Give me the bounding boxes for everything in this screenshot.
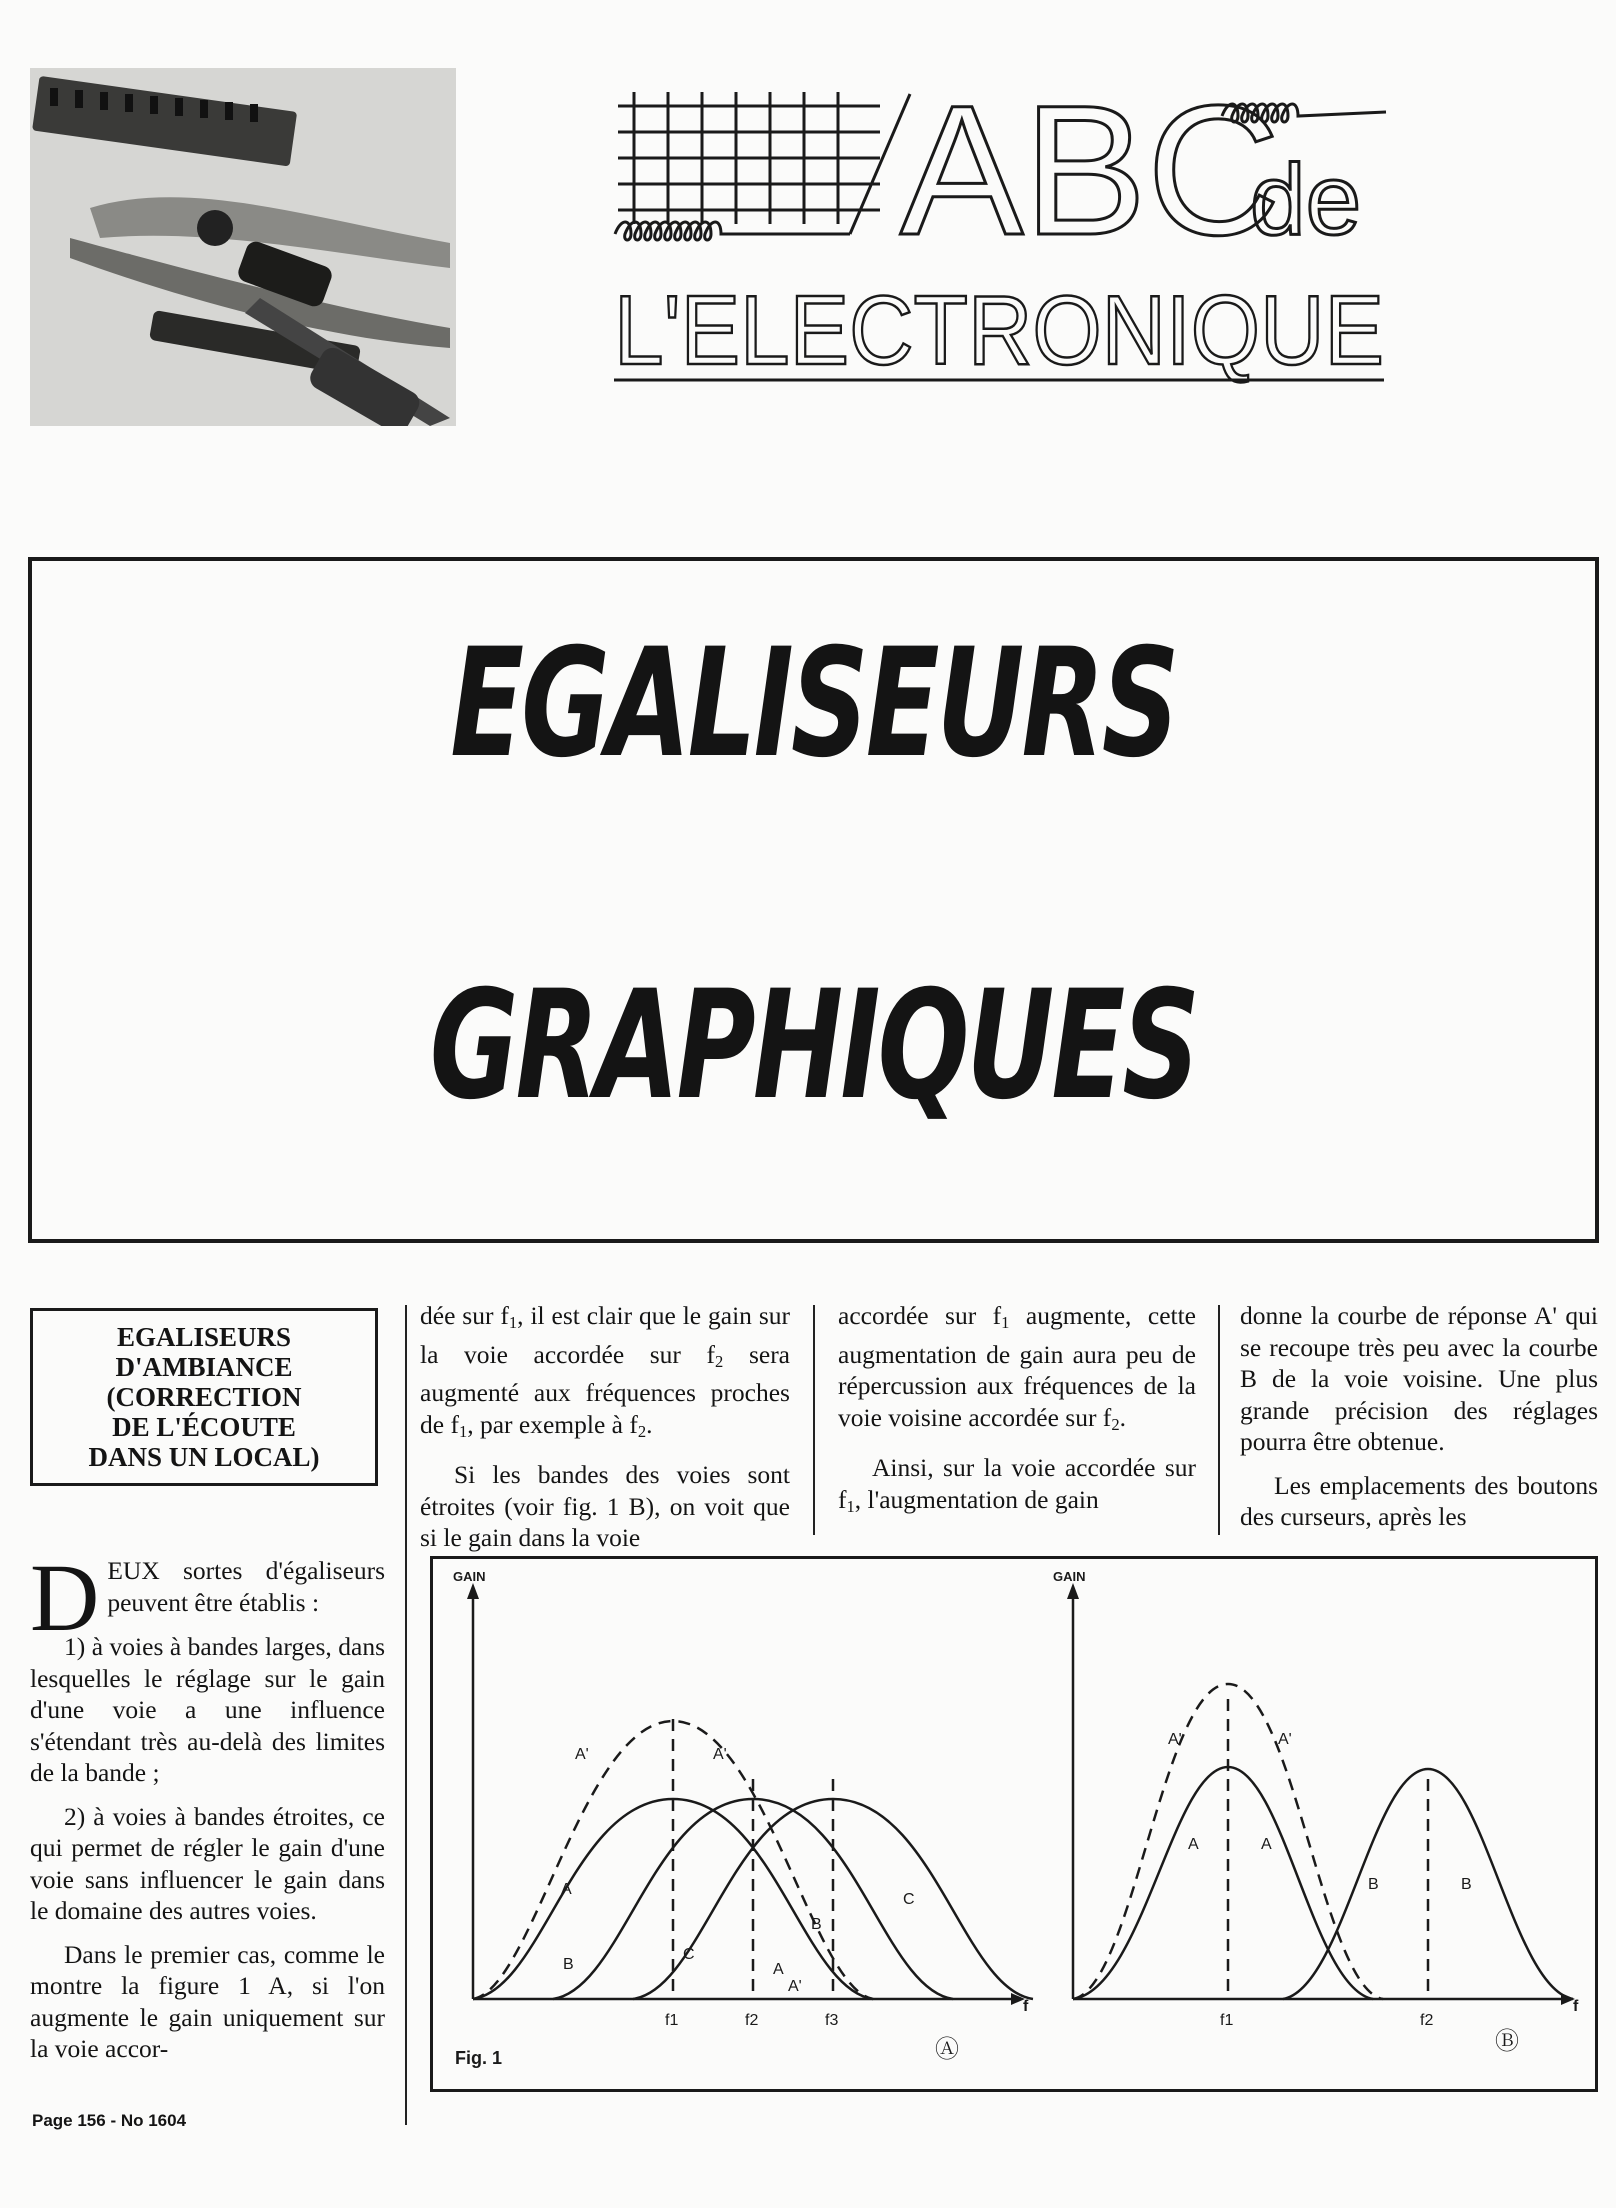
subscript: 2 [715, 1351, 724, 1371]
paragraph-intro: EUX sortes d'égaliseurs peuvent être établis : [107, 1556, 385, 1617]
text-run: accordée sur f [838, 1301, 1002, 1330]
subscript: 2 [637, 1421, 647, 1441]
abc-electronique-logo [610, 84, 1390, 384]
title-line-2: GRAPHIQUES [429, 959, 1198, 1133]
panel-a-label: C [903, 1891, 915, 1908]
panel-a-label: B [811, 1916, 822, 1933]
panel-a-label: A' [788, 1978, 802, 1995]
panel-a-tick-f1: f1 [665, 2012, 679, 2029]
panel-a-label: C [683, 1946, 695, 1963]
logo-de: de [1250, 144, 1362, 256]
panel-a-label: B [563, 1956, 574, 1973]
figure-label: Fig. 1 [455, 2048, 503, 2068]
title-line-1: EGALISEURS [450, 617, 1177, 791]
text-run: , il est clair que le gain sur la voie accordée sur f [420, 1301, 790, 1369]
page-footer: Page 156 - No 1604 [32, 2111, 187, 2130]
panel-b-label: A [1188, 1836, 1199, 1853]
column-rule-3 [1218, 1305, 1220, 1535]
title-frame [28, 557, 1599, 1243]
panel-b-y-arrow [1067, 1583, 1079, 1599]
text-run: augmente, cette augmentation de gain aura peu de répercussion aux fréquences de la voie voisine accordée sur f [838, 1301, 1196, 1432]
panel-a-label: A [561, 1881, 572, 1898]
subheading-text: EGALISEURS D'AMBIANCE (CORRECTION DE L'ÉCOUTE DANS UN LOCAL) [88, 1322, 320, 1472]
article-column-3 [838, 1300, 1196, 1534]
panel-a-label: A [773, 1961, 784, 1978]
panel-b-curve-a [1073, 1767, 1373, 1999]
text-run: , par exemple à f [467, 1409, 638, 1439]
article-column-2 [420, 1300, 790, 1566]
paragraph: Si les bandes des voies sont étroites (voir fig. 1 B), on voit que si le gain dans la voie [420, 1460, 790, 1553]
text-run: dée sur f [420, 1301, 509, 1330]
logo-electronique: L'ELECTRONIQUE [614, 275, 1384, 384]
article-column-1 [30, 1544, 385, 2077]
paragraph: 1) à voies à bandes larges, dans lesquelles le réglage sur le gain d'une voie a une influence s'étendant très au-delà des limites de la bande ; [30, 1632, 385, 1787]
panel-a-tick-f3: f3 [825, 2012, 839, 2029]
panel-a-ylabel: GAIN [453, 1569, 486, 1584]
panel-b-ylabel: GAIN [1053, 1569, 1086, 1584]
panel-b-label: A [1261, 1836, 1272, 1853]
paragraph [838, 1300, 1196, 1440]
panel-b-tick-f2: f2 [1420, 2012, 1434, 2029]
paragraph: donne la courbe de réponse A' qui se recoupe très peu avec la courbe B de la voie voisine. Une plus grande précision des réglages pourra être obtenue. [1240, 1301, 1598, 1456]
panel-a-label: A' [713, 1746, 727, 1763]
text-run: . [1119, 1402, 1126, 1432]
panel-b-label: A' [1168, 1731, 1182, 1748]
subscript: 1 [508, 1313, 518, 1333]
subscript: 1 [458, 1421, 468, 1441]
panel-b-xlabel: f [1573, 1998, 1579, 2015]
panel-b-label: A' [1278, 1731, 1292, 1748]
text-run: . [646, 1409, 653, 1439]
panel-a-marker: Ⓐ [935, 2036, 959, 2063]
column-rule-2 [813, 1305, 815, 1535]
subscript: 1 [846, 1496, 855, 1516]
drop-cap: D [30, 1544, 100, 1651]
paragraph: Les emplacements des boutons des curseurs, après les [1240, 1470, 1598, 1531]
panel-b-label: B [1368, 1876, 1379, 1893]
subscript: 2 [1111, 1414, 1120, 1434]
paragraph: Dans le premier cas, comme le montre la figure 1 A, si l'on augmente le gain uniquement sur la voie accor- [30, 1939, 385, 2063]
subheading-box [30, 1308, 378, 1486]
text-run: Ainsi, sur la voie accordée sur f [838, 1453, 1196, 1514]
column-rule-1 [405, 1305, 407, 2125]
panel-b-tick-f1: f1 [1220, 2012, 1234, 2029]
figure-1 [430, 1556, 1598, 2092]
subscript: 1 [1001, 1313, 1010, 1333]
logo-abc: ABC [900, 84, 1281, 274]
paragraph [420, 1300, 790, 1447]
text-run: , l'augmentation de gain [854, 1484, 1099, 1514]
paragraph [838, 1452, 1196, 1522]
text-run: sera augmenté aux fréquences proches de f [420, 1339, 791, 1439]
header-photo [30, 68, 456, 426]
panel-a-tick-f2: f2 [745, 2012, 759, 2029]
panel-a-xlabel: f [1023, 1998, 1029, 2015]
panel-b-marker: Ⓑ [1495, 2028, 1519, 2055]
paragraph: 2) à voies à bandes étroites, ce qui permet de régler le gain d'une voie sans influencer le gain dans le domaine des autres voies. [30, 1801, 385, 1925]
panel-a-label: A' [575, 1746, 589, 1763]
article-column-4 [1240, 1300, 1598, 1545]
panel-a-y-arrow [467, 1583, 479, 1599]
panel-b-label: B [1461, 1876, 1472, 1893]
